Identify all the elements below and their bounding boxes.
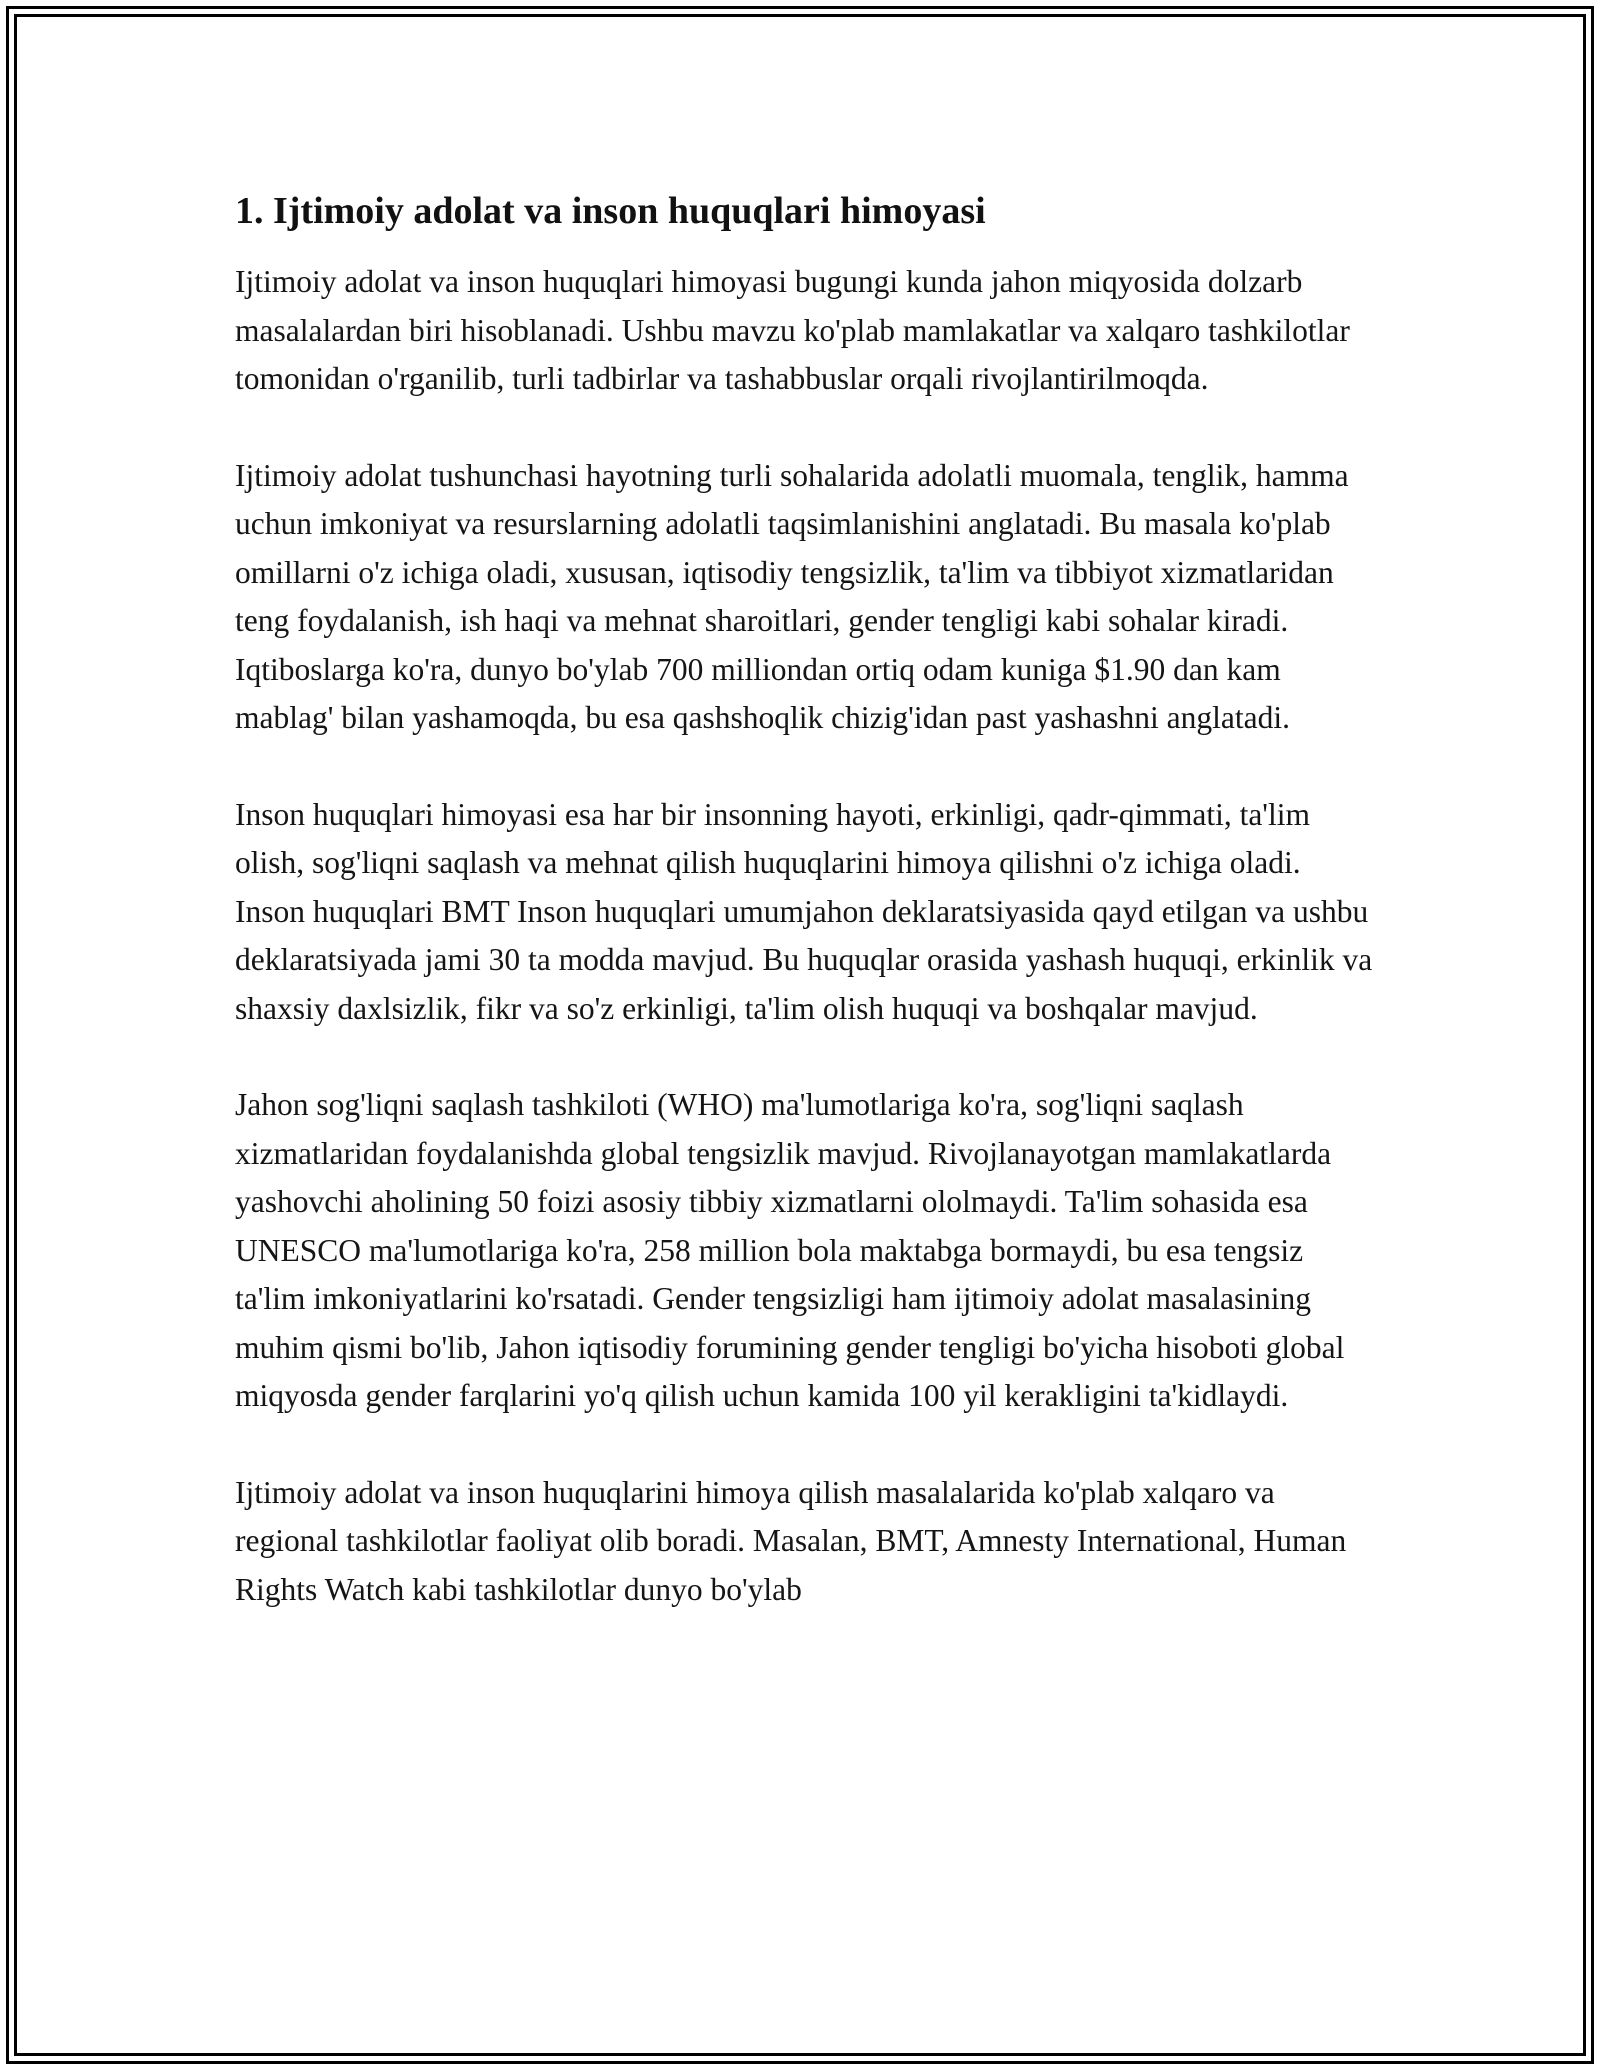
section-title: 1. Ijtimoiy adolat va inson huquqlari himoyasi <box>235 190 986 232</box>
paragraph-intro: Ijtimoiy adolat va inson huquqlari himoyasi bugungi kunda jahon miqyosida dolzarb masalalardan biri hisoblanadi. Ushbu mavzu ko'plab mamlakatlar va xalqaro tashkilotlar tomonidan o'rganilib, turli tadbirlar va tashabbuslar orqali rivojlantirilmoqda. <box>235 264 1350 396</box>
paragraph-health-education-gender: Jahon sog'liqni saqlash tashkiloti (WHO) ma'lumotlariga ko'ra, sog'liqni saqlash xizmatlaridan foydalanishda global tengsizlik mavjud. Rivojlanayotgan mamlakatlarda yashovchi aholining 50 foizi asosiy tibbiy xizmatlarni ololmaydi. Ta'lim sohasida esa UNESCO ma'lumotlariga ko'ra, 258 million bola maktabga bormaydi, bu esa tengsiz ta'lim imkoniyatlarini ko'rsatadi. Gender tengsizligi ham ijtimoiy adolat masalasining muhim qismi bo'lib, Jahon iqtisodiy forumining gender tengligi bo'yicha hisoboti global miqyosda gender farqlarini yo'q qilish uchun kamida 100 yil kerakligini ta'kidlaydi. <box>235 1087 1345 1413</box>
document-page <box>235 186 1375 1662</box>
paragraph-human-rights: Inson huquqlari himoyasi esa har bir insonning hayoti, erkinligi, qadr-qimmati, ta'lim olish, sog'liqni saqlash va mehnat qilish huquqlarini himoya qilishni o'z ichiga oladi. Inson huquqlari BMT Inson huquqlari umumjahon deklaratsiyasida qayd etilgan va ushbu deklaratsiyada jami 30 ta modda mavjud. Bu huquqlar orasida yashash huquqi, erkinlik va shaxsiy daxlsizlik, fikr va so'z erkinligi, ta'lim olish huquqi va boshqalar mavjud. <box>235 796 1373 1026</box>
paragraph-organizations: Ijtimoiy adolat va inson huquqlarini himoya qilish masalalarida ko'plab xalqaro va regional tashkilotlar faoliyat olib boradi. Masalan, BMT, Amnesty International, Human Rights Watch kabi tashkilotlar dunyo bo'ylab <box>235 1474 1347 1607</box>
paragraph-social-justice: Ijtimoiy adolat tushunchasi hayotning turli sohalarida adolatli muomala, tenglik, hamma uchun imkoniyat va resurslarning adolatli taqsimlanishini anglatadi. Bu masala ko'plab omillarni o'z ichiga oladi, xususan, iqtisodiy tengsizlik, ta'lim va tibbiyot xizmatlaridan teng foydalanish, ish haqi va mehnat sharoitlari, gender tengligi kabi sohalar kiradi. Iqtiboslarga ko'ra, dunyo bo'ylab 700 milliondan ortiq odam kuniga $1.90 dan kam mablag' bilan yashamoqda, bu esa qashshoqlik chizig'idan past yashashni anglatadi. <box>235 457 1349 735</box>
